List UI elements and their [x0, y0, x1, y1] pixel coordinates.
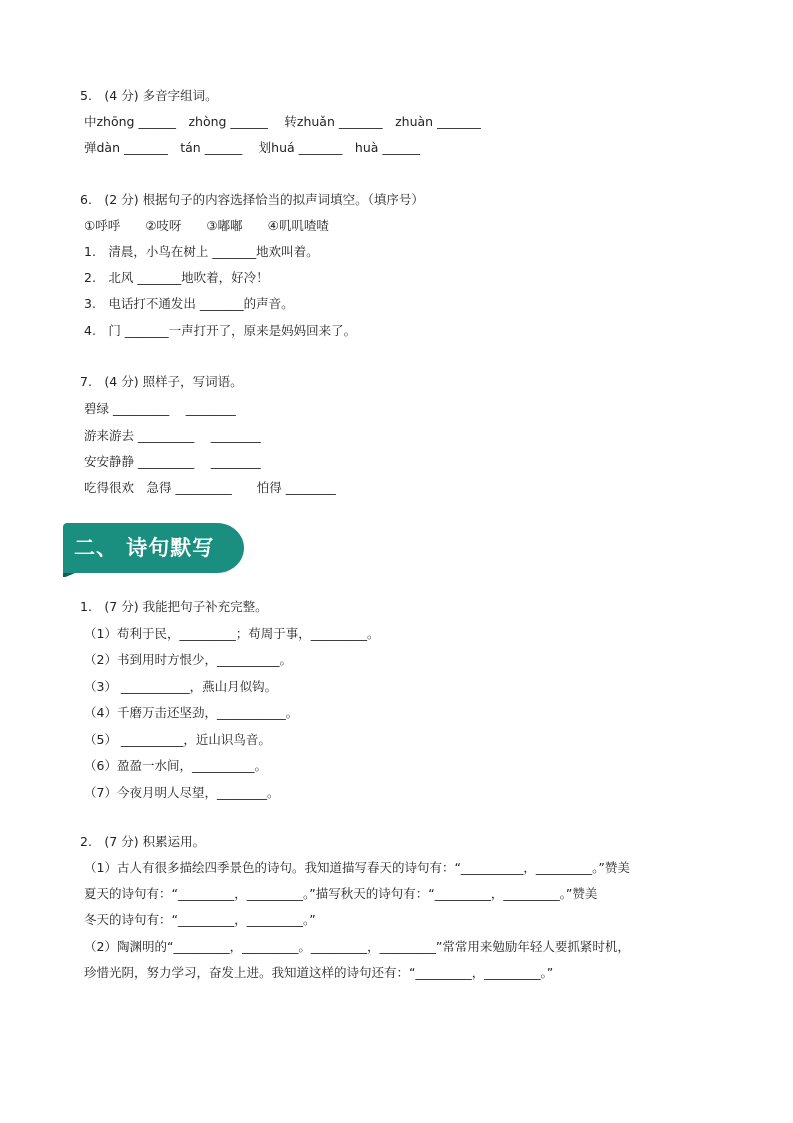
- p1-item-5: （5） __________，近山识鸟音。: [84, 732, 271, 747]
- q6-item-4: 4. 门 _______一声打开了，原来是妈妈回来了。: [84, 323, 357, 338]
- p1-item-1: （1）苟利于民，_________；苟周于事，_________。: [84, 626, 380, 641]
- q6-item-2: 2. 北风 _______地吹着，好冷！: [84, 270, 269, 285]
- p2-line-2: 夏天的诗句有：“_________，_________。”描写秋天的诗句有：“_________，_________。”赞美: [84, 886, 598, 901]
- banner-fold: [63, 573, 75, 577]
- q7-row-2: 游来游去 _________ ________: [84, 428, 261, 443]
- q7-title: 7. (4 分) 照样子，写词语。: [80, 374, 243, 389]
- p1-item-2: （2）书到用时方恨少，__________。: [84, 652, 292, 667]
- p1-item-6: （6）盈盈一水间，__________。: [84, 758, 267, 773]
- p1-item-4: （4）千磨万击还坚劲，___________。: [84, 705, 299, 720]
- q6-options: ①呼呼 ②吱呀 ③嘟嘟 ④叽叽喳喳: [84, 218, 329, 233]
- q5-row-1: 中zhōng ______ zhòng ______ 转zhuǎn _______ zhuàn _______: [84, 114, 481, 129]
- p2-line-3: 冬天的诗句有：“_________，_________。”: [84, 912, 316, 927]
- p2-line-4: （2）陶渊明的“_________，_________。_________，_________”常常用来勉励年轻人要抓紧时机，: [84, 939, 630, 954]
- q7-row-3: 安安静静 _________ ________: [84, 454, 261, 469]
- p2-line-5: 珍惜光阴，努力学习，奋发上进。我知道这样的诗句还有：“_________，_________。”: [84, 965, 554, 980]
- p2-line-1: （1）古人有很多描绘四季景色的诗句。我知道描写春天的诗句有：“__________，_________。”赞美: [84, 860, 630, 875]
- section-title: 二、 诗句默写: [74, 536, 215, 560]
- p2-title: 2. (7 分) 积累运用。: [80, 834, 206, 849]
- q7-row-1: 碧绿 _________ ________: [84, 401, 236, 416]
- q6-item-1: 1. 清晨，小鸟在树上 _______地欢叫着。: [84, 244, 319, 259]
- p1-item-3: （3） ___________，燕山月似钩。: [84, 679, 278, 694]
- q6-item-3: 3. 电话打不通发出 _______的声音。: [84, 296, 294, 311]
- p1-title: 1. (7 分) 我能把句子补充完整。: [80, 599, 268, 614]
- q6-title: 6. (2 分) 根据句子的内容选择恰当的拟声词填空。（填序号）: [80, 192, 424, 207]
- p1-item-7: （7）今夜月明人尽望，________。: [84, 785, 280, 800]
- q5-row-2: 弹dàn _______ tán ______ 划huá _______ huà ______: [84, 140, 420, 155]
- q7-row-4: 吃得很欢 急得 _________ 怕得 ________: [84, 480, 336, 495]
- q5-title: 5. (4 分) 多音字组词。: [80, 88, 218, 103]
